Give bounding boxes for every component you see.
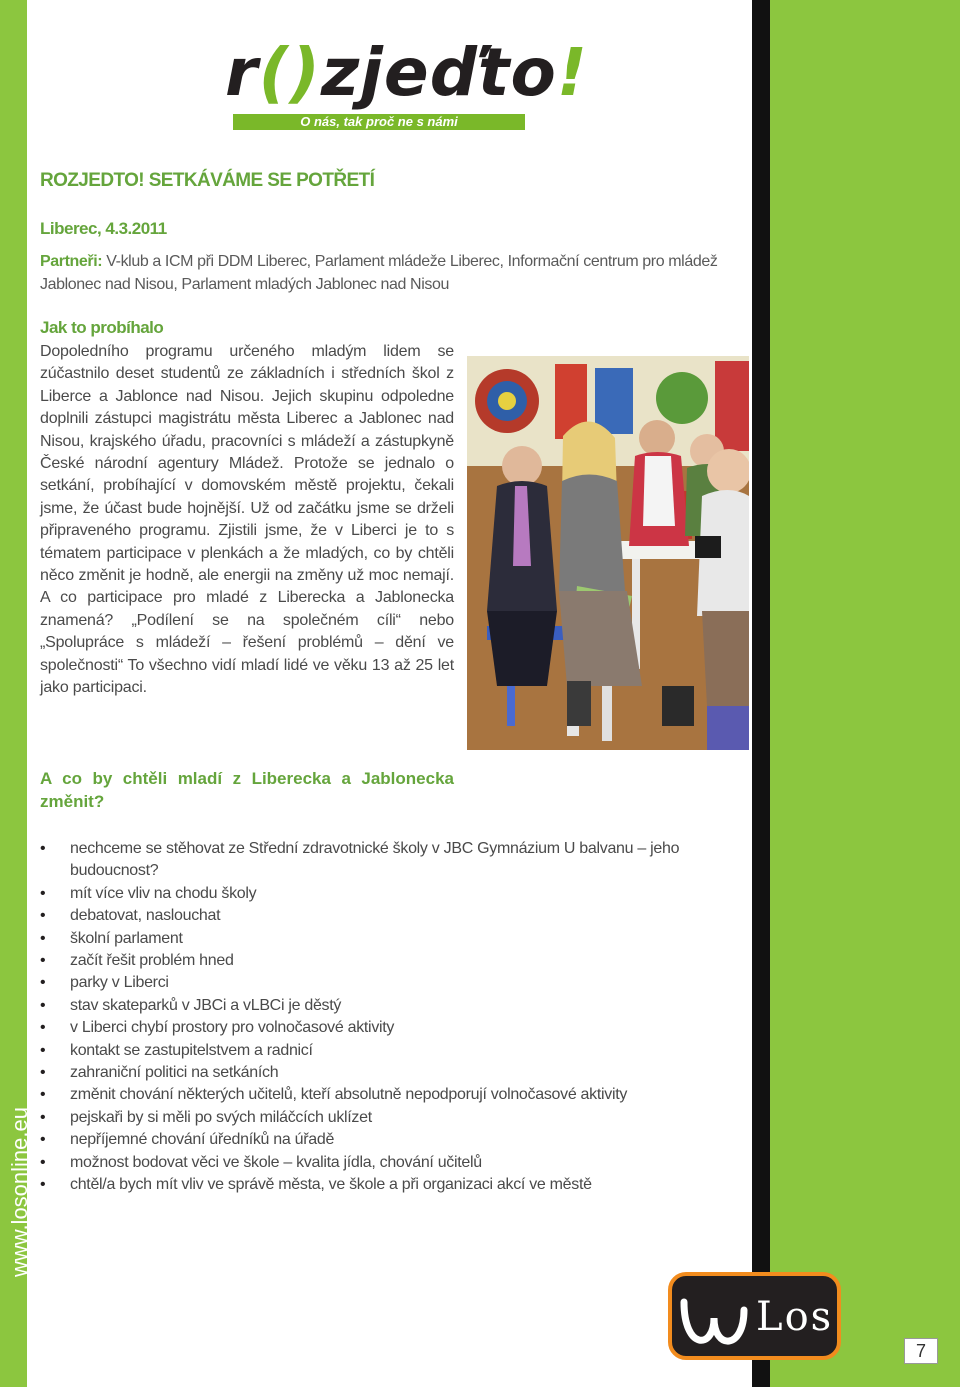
partners-paragraph bbox=[40, 250, 745, 296]
list-item: • nepříjemné chování úředníků na úřadě bbox=[40, 1129, 740, 1151]
list-item: • možnost bodovat věci ve škole – kvalita jídla, chování učitelů bbox=[40, 1152, 740, 1174]
list-item: • mít více vliv na chodu školy bbox=[40, 883, 740, 905]
list-item: • parky v Liberci bbox=[40, 972, 740, 994]
page-number: 7 bbox=[904, 1338, 938, 1364]
section-heading-how: Jak to probíhalo bbox=[40, 318, 164, 337]
list-item: • v Liberci chybí prostory pro volnočasové aktivity bbox=[40, 1017, 740, 1039]
uulos-logo-word: Los bbox=[756, 1294, 834, 1340]
rozjedto-logo bbox=[225, 15, 588, 130]
wishes-list bbox=[40, 838, 740, 1197]
logo-tagline: O nás, tak proč ne s námi bbox=[233, 114, 525, 130]
right-green-bar bbox=[770, 0, 960, 1387]
event-date: Liberec, 4.3.2011 bbox=[40, 219, 167, 238]
list-item: • pejskaři by si měli po svých miláčcích uklízet bbox=[40, 1107, 740, 1129]
list-item: • začít řešit problém hned bbox=[40, 950, 740, 972]
left-green-bar bbox=[0, 0, 32, 1387]
how-body-text: Dopoledního programu určeného mladým lidem se zúčastnilo deset studentů ze základních i středních škol z Liberce a Jablonce nad Nisou. Jejich skupinu odpoledne doplnili zástupci magistrátu města Liberec a Jablonec nad Nisou, krajského úřadu, pracovníci s mládeží a zástupkyně České národní agentury Mládež. Protože se jednalo o setkání, probíhající v domovském městě projektu, čekali jsme, že účast bude hojnější. Už od začátku jsme se drželi připraveného programu. Zjistili jsme, že v Liberci je to s tématem participace v plenkách a že mladých, co by chtěli něco změnit je hodně, ale energii na změny už moc nemají. A co participace pro mladé z Liberecka a Jablonecka znamená? „Podílení se na společném cíli“ nebo „Spolupráce s mládeží – řešení problémů – dění ve společnosti“ To všechno vidí mladí lidé ve věku 13 až 25 let jako participaci. bbox=[40, 343, 454, 697]
list-item: • nechceme se stěhovat ze Střední zdravotnické školy v JBC Gymnázium U balvanu – jeho budoucnost? bbox=[40, 838, 740, 883]
meeting-photo bbox=[467, 356, 749, 750]
logo-wordmark: r()zjeďto! bbox=[225, 34, 588, 111]
page-title: ROZJEDTO! SETKÁVÁME SE POTŘETÍ bbox=[40, 170, 375, 191]
right-black-stripe bbox=[752, 0, 770, 1387]
partners-label: Partneři: bbox=[40, 253, 103, 270]
list-item: • debatovat, naslouchat bbox=[40, 905, 740, 927]
list-item: • změnit chování některých učitelů, kteří absolutně nepodporují volnočasové aktivity bbox=[40, 1084, 740, 1106]
meeting-photo-illustration bbox=[467, 356, 749, 750]
partners-text: V-klub a ICM při DDM Liberec, Parlament mládeže Liberec, Informační centrum pro mládež Jablonec nad Nisou, Parlament mladých Jablonec nad Nisou bbox=[40, 253, 718, 293]
list-item: • kontakt se zastupitelstvem a radnicí bbox=[40, 1040, 740, 1062]
list-item: • školní parlament bbox=[40, 928, 740, 950]
list-item: • stav skateparků v JBCi a vLBCi je děstý bbox=[40, 995, 740, 1017]
question-heading: A co by chtěli mladí z Liberecka a Jablonecka změnit? bbox=[40, 769, 454, 811]
website-url[interactable]: www.losonline.eu bbox=[7, 1107, 32, 1277]
list-item: • chtěl/a bych mít vliv ve správě města, ve škole a při organizaci akcí ve městě bbox=[40, 1174, 740, 1196]
list-item: • zahraniční politici na setkáních bbox=[40, 1062, 740, 1084]
uulos-logo bbox=[666, 1270, 843, 1362]
